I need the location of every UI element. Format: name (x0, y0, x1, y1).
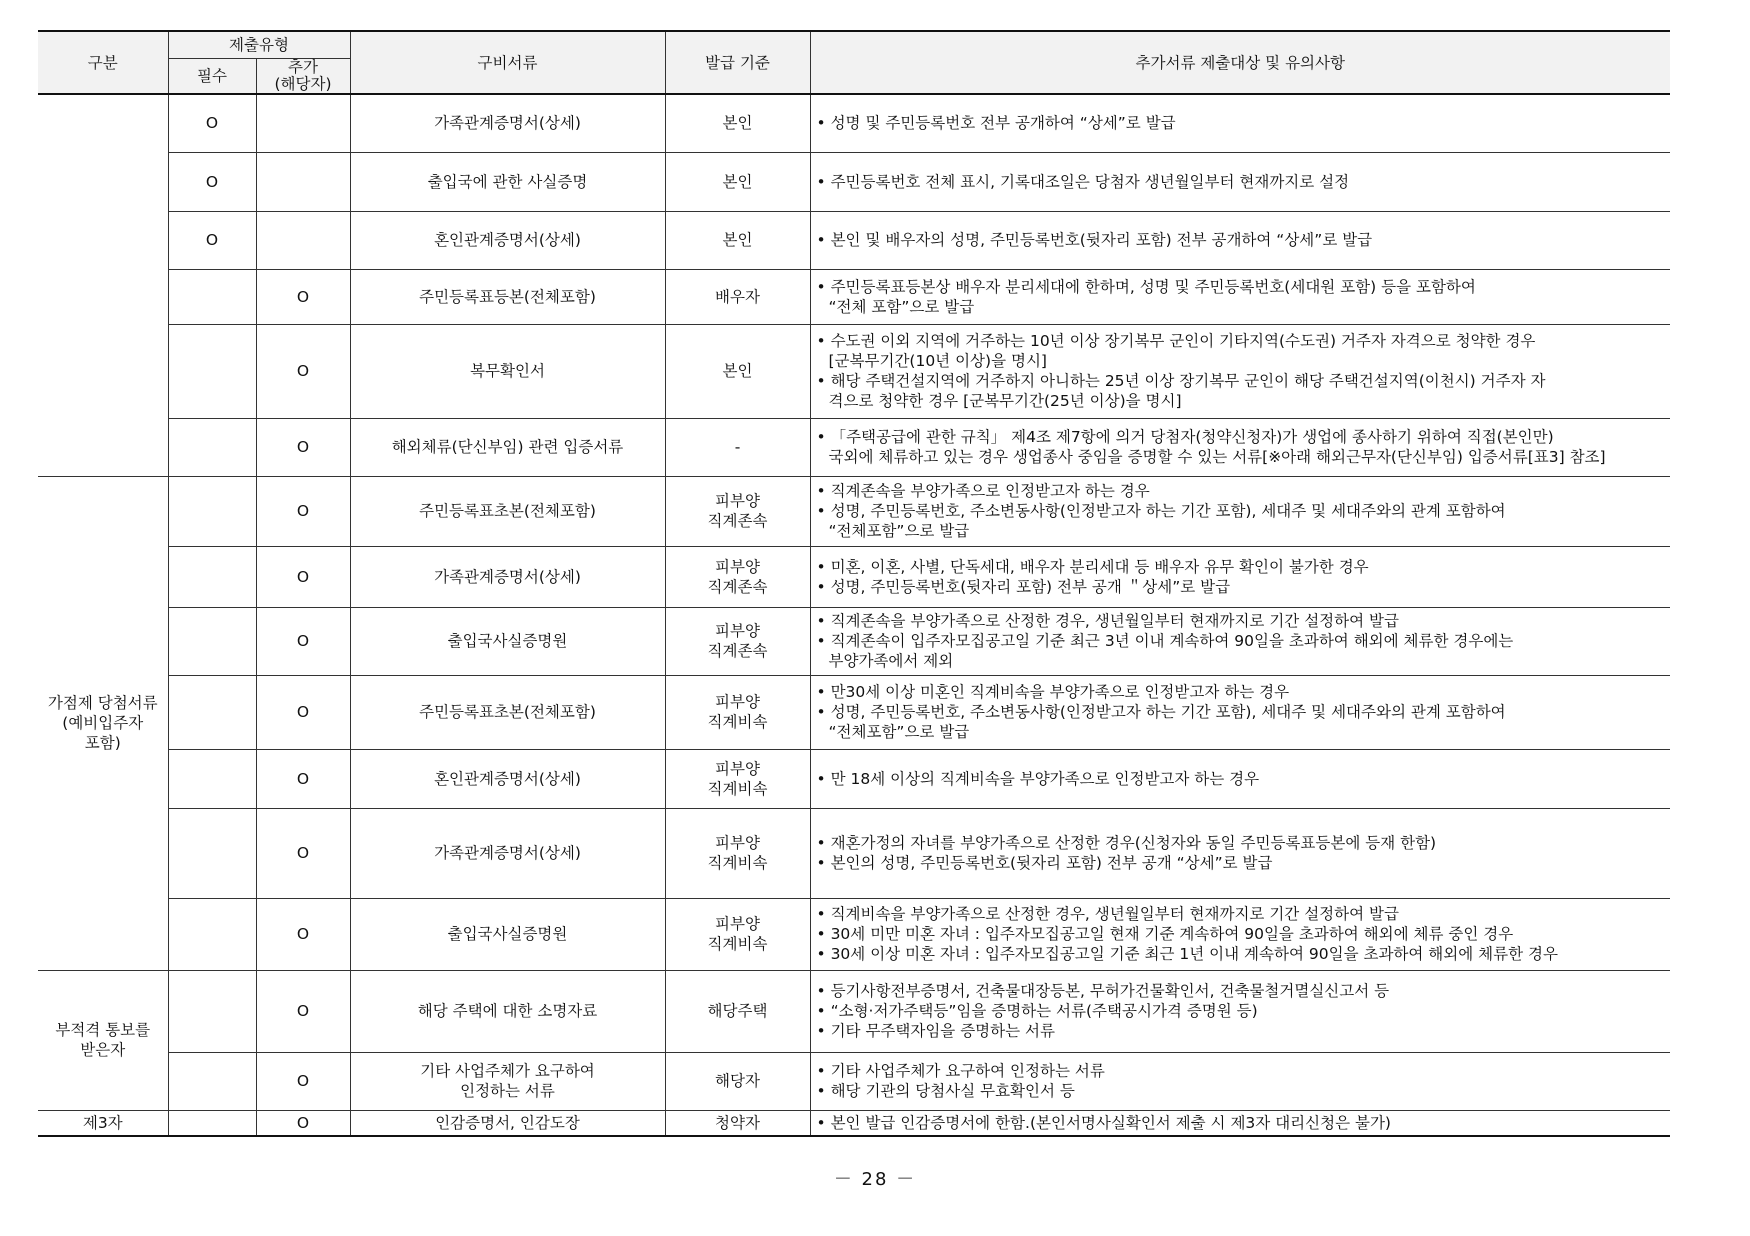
required-mark (168, 749, 256, 808)
note-line: • “소형·저가주택등”임을 증명하는 서류(주택공시가격 증명원 등) (816, 1002, 1258, 1020)
required-mark (168, 898, 256, 970)
header-required: 필수 (168, 59, 256, 95)
table-row (38, 324, 1670, 418)
document-name: 주민등록표초본(전체포함) (350, 476, 665, 546)
table-row (38, 898, 1670, 970)
table-row (38, 1110, 1670, 1136)
note-line: • 직계존속이 입주자모집공고일 기준 최근 3년 이내 계속하여 90일을 초과하여 해외에 체류한 경우에는 (816, 632, 1514, 650)
category-cell: 가점제 당첨서류 (예비입주자 포함) (38, 476, 168, 970)
note-line: • 해당 기관의 당첨사실 무효확인서 등 (816, 1082, 1075, 1100)
notes-cell (810, 324, 1670, 418)
additional-mark: O (256, 1110, 350, 1136)
note-line: • 성명, 주민등록번호(뒷자리 포함) 전부 공개 ＂상세”로 발급 (816, 577, 1231, 596)
table-row (38, 1052, 1670, 1110)
required-mark: O (168, 94, 256, 152)
document-name: 해외체류(단신부임) 관련 입증서류 (350, 418, 665, 476)
required-mark (168, 607, 256, 675)
note-line: • 주민등록번호 전체 표시, 기록대조일은 당첨자 생년월일부터 현재까지로 설정 (816, 172, 1350, 191)
notes-cell (810, 476, 1670, 546)
table-row (38, 152, 1670, 211)
page-number: － 28 － (833, 1169, 917, 1190)
table-row (38, 418, 1670, 476)
additional-mark: O (256, 1052, 350, 1110)
notes-cell (810, 152, 1670, 211)
issue-basis: 본인 (665, 94, 810, 152)
notes-cell (810, 898, 1670, 970)
note-line: • 직계존속을 부양가족으로 인정받고자 하는 경우 (816, 482, 1150, 500)
required-mark (168, 808, 256, 898)
category-cell: 부적격 통보를 받은자 (38, 970, 168, 1110)
category-cell (38, 94, 168, 476)
required-mark (168, 970, 256, 1052)
document-name: 주민등록표초본(전체포함) (350, 675, 665, 749)
document-name: 가족관계증명서(상세) (350, 94, 665, 152)
note-line: [군복무기간(10년 이상)을 명시] (828, 352, 1047, 370)
issue-basis: 본인 (665, 152, 810, 211)
additional-mark (256, 152, 350, 211)
document-name: 출입국사실증명원 (350, 607, 665, 675)
note-line: • 만30세 이상 미혼인 직계비속을 부양가족으로 인정받고자 하는 경우 (816, 683, 1290, 701)
note-line: 국외에 체류하고 있는 경우 생업종사 중임을 증명할 수 있는 서류[※아래 해외근무자(단신부임) 입증서류[표3] 참조] (828, 448, 1606, 466)
document-name: 주민등록표등본(전체포함) (350, 269, 665, 324)
document-table (38, 30, 1670, 1137)
header-notes: 추가서류 제출대상 및 유의사항 (810, 31, 1670, 94)
issue-basis: 해당주택 (665, 970, 810, 1052)
issue-basis: 배우자 (665, 269, 810, 324)
note-line: • 등기사항전부증명서, 건축물대장등본, 무허가건물확인서, 건축물철거멸실신고서 등 (816, 982, 1390, 1000)
note-line: • 성명 및 주민등록번호 전부 공개하여 “상세”로 발급 (816, 114, 1176, 133)
issue-basis: 피부양 직계비속 (665, 808, 810, 898)
note-line: • 성명, 주민등록번호, 주소변동사항(인정받고자 하는 기간 포함), 세대주 및 세대주와의 관계 포함하여 (816, 703, 1506, 721)
notes-cell (810, 211, 1670, 269)
notes-cell (810, 94, 1670, 152)
notes-cell (810, 808, 1670, 898)
required-mark: O (168, 152, 256, 211)
note-line: • 「주택공급에 관한 규칙」 제4조 제7항에 의거 당첨자(청약신청자)가 생업에 종사하기 위하여 직접(본인만) (816, 428, 1554, 446)
notes-cell (810, 1052, 1670, 1110)
note-line: • 기타 사업주체가 요구하여 인정하는 서류 (816, 1062, 1105, 1080)
header-category: 구분 (38, 31, 168, 94)
issue-basis: 피부양 직계비속 (665, 898, 810, 970)
additional-mark: O (256, 898, 350, 970)
issue-basis: 본인 (665, 211, 810, 269)
notes-cell (810, 675, 1670, 749)
notes-cell (810, 418, 1670, 476)
note-line: • 기타 무주택자임을 증명하는 서류 (816, 1022, 1055, 1040)
document-name: 복무확인서 (350, 324, 665, 418)
required-mark: O (168, 211, 256, 269)
issue-basis: - (665, 418, 810, 476)
required-mark (168, 418, 256, 476)
required-mark (168, 476, 256, 546)
required-mark (168, 1052, 256, 1110)
table-row (38, 269, 1670, 324)
note-line: • 본인 및 배우자의 성명, 주민등록번호(뒷자리 포함) 전부 공개하여 “상세”로 발급 (816, 231, 1373, 249)
additional-mark: O (256, 324, 350, 418)
issue-basis: 피부양 직계비속 (665, 675, 810, 749)
note-line: • 직계존속을 부양가족으로 산정한 경우, 생년월일부터 현재까지로 기간 설정하여 발급 (816, 612, 1399, 630)
header-issue-basis: 발급 기준 (665, 31, 810, 94)
note-line: 격으로 청약한 경우 [군복무기간(25년 이상)을 명시] (828, 392, 1182, 410)
note-line: • 본인 발급 인감증명서에 한함.(본인서명사실확인서 제출 시 제3자 대리신청은 불가) (816, 1113, 1391, 1132)
document-name: 출입국에 관한 사실증명 (350, 152, 665, 211)
document-name: 출입국사실증명원 (350, 898, 665, 970)
note-line: “전체포함”으로 발급 (828, 723, 970, 741)
note-line: • 수도권 이외 지역에 거주하는 10년 이상 장기복무 군인이 기타지역(수도권) 거주자 자격으로 청약한 경우 (816, 332, 1536, 350)
table-row (38, 970, 1670, 1052)
document-name: 혼인관계증명서(상세) (350, 211, 665, 269)
additional-mark: O (256, 675, 350, 749)
issue-basis: 본인 (665, 324, 810, 418)
document-page (38, 30, 1670, 1137)
note-line: • 주민등록표등본상 배우자 분리세대에 한하며, 성명 및 주민등록번호(세대원 포함) 등을 포함하여 (816, 277, 1476, 296)
issue-basis: 피부양 직계존속 (665, 546, 810, 607)
category-cell: 제3자 (38, 1110, 168, 1136)
note-line: “전체포함”으로 발급 (828, 522, 970, 540)
table-row (38, 211, 1670, 269)
note-line: • 재혼가정의 자녀를 부양가족으로 산정한 경우(신청자와 동일 주민등록표등본에 등재 한함) (816, 834, 1437, 852)
issue-basis: 청약자 (665, 1110, 810, 1136)
additional-mark: O (256, 269, 350, 324)
header-additional: 추가 (해당자) (256, 59, 350, 95)
document-name: 해당 주택에 대한 소명자료 (350, 970, 665, 1052)
header-documents: 구비서류 (350, 31, 665, 94)
note-line: • 직계비속을 부양가족으로 산정한 경우, 생년월일부터 현재까지로 기간 설정하여 발급 (816, 905, 1399, 923)
issue-basis: 피부양 직계존속 (665, 476, 810, 546)
note-line: • 30세 이상 미혼 자녀 : 입주자모집공고일 기준 최근 1년 이내 계속하여 90일을 초과하여 해외에 체류한 경우 (816, 945, 1558, 963)
notes-cell (810, 1110, 1670, 1136)
additional-mark: O (256, 749, 350, 808)
required-mark (168, 269, 256, 324)
table-row (38, 94, 1670, 152)
table-row (38, 546, 1670, 607)
document-name: 가족관계증명서(상세) (350, 808, 665, 898)
table-row (38, 675, 1670, 749)
note-line: • 본인의 성명, 주민등록번호(뒷자리 포함) 전부 공개 “상세”로 발급 (816, 854, 1273, 872)
note-line: • 해당 주택건설지역에 거주하지 아니하는 25년 이상 장기복무 군인이 해당 주택건설지역(이천시) 거주자 자 (816, 372, 1546, 390)
required-mark (168, 546, 256, 607)
additional-mark (256, 211, 350, 269)
note-line: 부양가족에서 제외 (828, 652, 954, 670)
required-mark (168, 675, 256, 749)
notes-cell (810, 269, 1670, 324)
additional-mark: O (256, 418, 350, 476)
notes-cell (810, 749, 1670, 808)
table-row (38, 607, 1670, 675)
issue-basis: 피부양 직계비속 (665, 749, 810, 808)
note-line: “전체 포함”으로 발급 (828, 297, 975, 316)
note-line: • 미혼, 이혼, 사별, 단독세대, 배우자 분리세대 등 배우자 유무 확인이 불가한 경우 (816, 557, 1369, 576)
note-line: • 만 18세 이상의 직계비속을 부양가족으로 인정받고자 하는 경우 (816, 769, 1260, 788)
additional-mark: O (256, 476, 350, 546)
table-row (38, 749, 1670, 808)
additional-mark: O (256, 607, 350, 675)
additional-mark: O (256, 808, 350, 898)
additional-mark: O (256, 970, 350, 1052)
notes-cell (810, 970, 1670, 1052)
additional-mark (256, 94, 350, 152)
table-row (38, 808, 1670, 898)
issue-basis: 해당자 (665, 1052, 810, 1110)
note-line: • 30세 미만 미혼 자녀 : 입주자모집공고일 현재 기준 계속하여 90일을 초과하여 해외에 체류 중인 경우 (816, 925, 1514, 943)
required-mark (168, 1110, 256, 1136)
note-line: • 성명, 주민등록번호, 주소변동사항(인정받고자 하는 기간 포함), 세대주 및 세대주와의 관계 포함하여 (816, 502, 1506, 520)
header-submit-type: 제출유형 (168, 31, 350, 59)
notes-cell (810, 607, 1670, 675)
document-name: 기타 사업주체가 요구하여 인정하는 서류 (350, 1052, 665, 1110)
issue-basis: 피부양 직계존속 (665, 607, 810, 675)
additional-mark: O (256, 546, 350, 607)
document-name: 혼인관계증명서(상세) (350, 749, 665, 808)
table-row (38, 476, 1670, 546)
required-mark (168, 324, 256, 418)
notes-cell (810, 546, 1670, 607)
document-name: 가족관계증명서(상세) (350, 546, 665, 607)
document-name: 인감증명서, 인감도장 (350, 1110, 665, 1136)
